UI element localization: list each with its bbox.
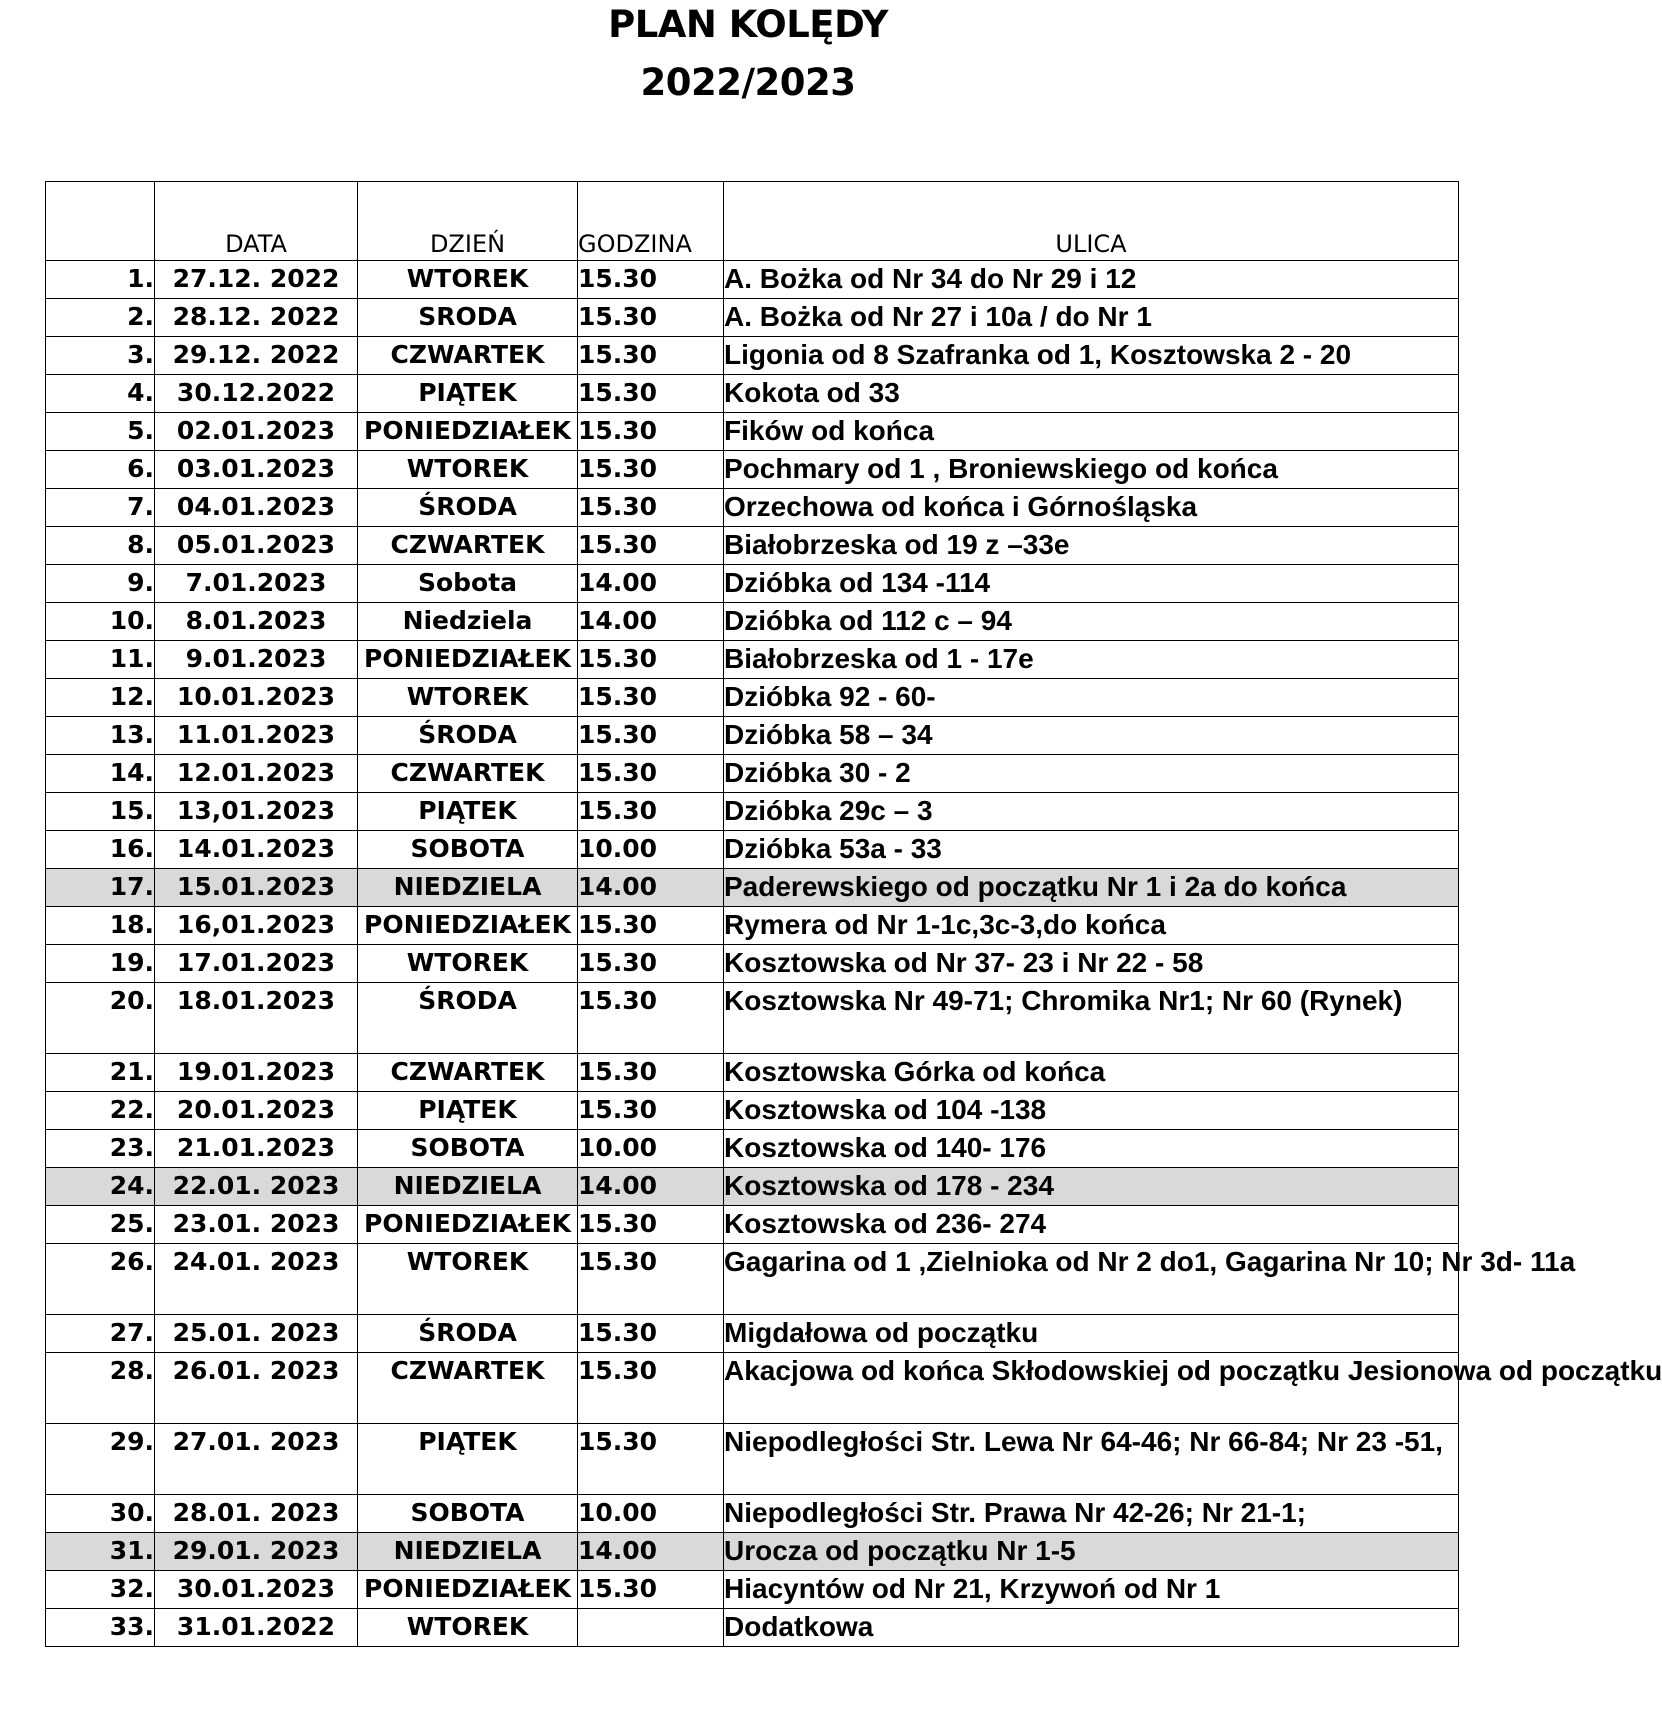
row-hour: 15.30 xyxy=(578,907,724,945)
row-number: 24. xyxy=(46,1168,155,1206)
row-date: 27.12. 2022 xyxy=(155,261,358,299)
row-hour: 15.30 xyxy=(578,299,724,337)
row-hour: 14.00 xyxy=(578,1168,724,1206)
row-street: Paderewskiego od początku Nr 1 i 2a do końca xyxy=(724,869,1459,907)
table-row xyxy=(46,869,1459,907)
row-date: 30.12.2022 xyxy=(155,375,358,413)
row-number: 13. xyxy=(46,717,155,755)
row-number: 9. xyxy=(46,565,155,603)
row-number: 7. xyxy=(46,489,155,527)
row-number: 10. xyxy=(46,603,155,641)
row-hour: 15.30 xyxy=(578,1353,724,1424)
row-hour: 15.30 xyxy=(578,261,724,299)
table-row xyxy=(46,565,1459,603)
page-title: PLAN KOLĘDY xyxy=(608,3,888,46)
row-hour: 10.00 xyxy=(578,1130,724,1168)
row-hour: 10.00 xyxy=(578,831,724,869)
row-hour: 14.00 xyxy=(578,565,724,603)
table-row xyxy=(46,451,1459,489)
table-row xyxy=(46,641,1459,679)
row-date: 05.01.2023 xyxy=(155,527,358,565)
row-date: 8.01.2023 xyxy=(155,603,358,641)
table-row xyxy=(46,755,1459,793)
table-row xyxy=(46,527,1459,565)
table-row xyxy=(46,793,1459,831)
row-date: 7.01.2023 xyxy=(155,565,358,603)
row-number: 33. xyxy=(46,1609,155,1647)
table-row xyxy=(46,1092,1459,1130)
row-day: PIĄTEK xyxy=(358,1424,578,1495)
row-day: PIĄTEK xyxy=(358,1092,578,1130)
row-date: 12.01.2023 xyxy=(155,755,358,793)
row-number: 19. xyxy=(46,945,155,983)
row-number: 3. xyxy=(46,337,155,375)
table-row xyxy=(46,261,1459,299)
row-number: 6. xyxy=(46,451,155,489)
row-date: 15.01.2023 xyxy=(155,869,358,907)
row-hour: 15.30 xyxy=(578,375,724,413)
row-date: 22.01. 2023 xyxy=(155,1168,358,1206)
row-number: 28. xyxy=(46,1353,155,1424)
table-row xyxy=(46,1495,1459,1533)
row-number: 30. xyxy=(46,1495,155,1533)
row-number: 20. xyxy=(46,983,155,1054)
row-date: 10.01.2023 xyxy=(155,679,358,717)
row-date: 29.12. 2022 xyxy=(155,337,358,375)
row-date: 27.01. 2023 xyxy=(155,1424,358,1495)
row-street: Dodatkowa xyxy=(724,1609,1459,1647)
row-hour: 15.30 xyxy=(578,337,724,375)
row-day: ŚRODA xyxy=(358,1315,578,1353)
row-day: WTOREK xyxy=(358,1609,578,1647)
header-hour: GODZINA xyxy=(578,182,724,261)
row-number: 12. xyxy=(46,679,155,717)
row-day: PIĄTEK xyxy=(358,793,578,831)
row-date: 28.12. 2022 xyxy=(155,299,358,337)
table-row xyxy=(46,603,1459,641)
row-date: 25.01. 2023 xyxy=(155,1315,358,1353)
row-date: 17.01.2023 xyxy=(155,945,358,983)
row-street: Dzióbka 53a - 33 xyxy=(724,831,1459,869)
row-date: 04.01.2023 xyxy=(155,489,358,527)
row-date: 21.01.2023 xyxy=(155,1130,358,1168)
table-row xyxy=(46,679,1459,717)
row-day: NIEDZIELA xyxy=(358,869,578,907)
row-day: SRODA xyxy=(358,299,578,337)
row-hour: 15.30 xyxy=(578,1424,724,1495)
row-date: 29.01. 2023 xyxy=(155,1533,358,1571)
row-day: CZWARTEK xyxy=(358,527,578,565)
row-street: Gagarina od 1 ,Zielnioka od Nr 2 do1, Gagarina Nr 10; Nr 3d- 11a xyxy=(724,1244,1459,1315)
header-row xyxy=(46,182,1459,261)
row-street: Dzióbka 29c – 3 xyxy=(724,793,1459,831)
header-num xyxy=(46,182,155,261)
row-street: Białobrzeska od 19 z –33e xyxy=(724,527,1459,565)
table-row xyxy=(46,1244,1459,1315)
row-number: 1. xyxy=(46,261,155,299)
page-subtitle: 2022/2023 xyxy=(640,61,856,104)
row-hour: 15.30 xyxy=(578,641,724,679)
table-row xyxy=(46,983,1459,1054)
header-date: DATA xyxy=(155,182,358,261)
row-street: Białobrzeska od 1 - 17e xyxy=(724,641,1459,679)
row-hour: 15.30 xyxy=(578,717,724,755)
row-hour: 15.30 xyxy=(578,983,724,1054)
row-number: 8. xyxy=(46,527,155,565)
row-date: 02.01.2023 xyxy=(155,413,358,451)
row-number: 5. xyxy=(46,413,155,451)
row-street: Kosztowska Nr 49-71; Chromika Nr1; Nr 60 (Rynek) xyxy=(724,983,1459,1054)
table-row xyxy=(46,1130,1459,1168)
row-street: Kosztowska od Nr 37- 23 i Nr 22 - 58 xyxy=(724,945,1459,983)
row-street: Kosztowska od 104 -138 xyxy=(724,1092,1459,1130)
table-row xyxy=(46,907,1459,945)
row-date: 9.01.2023 xyxy=(155,641,358,679)
row-street: Hiacyntów od Nr 21, Krzywoń od Nr 1 xyxy=(724,1571,1459,1609)
row-number: 18. xyxy=(46,907,155,945)
row-street: Kokota od 33 xyxy=(724,375,1459,413)
table-row xyxy=(46,1353,1459,1424)
row-number: 22. xyxy=(46,1092,155,1130)
row-street: Ligonia od 8 Szafranka od 1, Kosztowska 2 - 20 xyxy=(724,337,1459,375)
row-day: PONIEDZIAŁEK xyxy=(358,1206,578,1244)
row-street: Fików od końca xyxy=(724,413,1459,451)
row-hour: 15.30 xyxy=(578,1571,724,1609)
row-street: A. Bożka od Nr 27 i 10a / do Nr 1 xyxy=(724,299,1459,337)
row-day: PONIEDZIAŁEK xyxy=(358,641,578,679)
row-day: ŚRODA xyxy=(358,489,578,527)
row-date: 13,01.2023 xyxy=(155,793,358,831)
row-hour: 15.30 xyxy=(578,1315,724,1353)
row-hour: 15.30 xyxy=(578,1054,724,1092)
row-date: 24.01. 2023 xyxy=(155,1244,358,1315)
row-day: PIĄTEK xyxy=(358,375,578,413)
row-day: PONIEDZIAŁEK xyxy=(358,1571,578,1609)
row-date: 03.01.2023 xyxy=(155,451,358,489)
row-number: 11. xyxy=(46,641,155,679)
table-row xyxy=(46,1424,1459,1495)
row-date: 20.01.2023 xyxy=(155,1092,358,1130)
row-street: Niepodległości Str. Prawa Nr 42-26; Nr 21-1; xyxy=(724,1495,1459,1533)
row-hour: 15.30 xyxy=(578,1244,724,1315)
row-number: 26. xyxy=(46,1244,155,1315)
row-street: Kosztowska od 178 - 234 xyxy=(724,1168,1459,1206)
row-street: Dzióbka 30 - 2 xyxy=(724,755,1459,793)
row-street: Dzióbka 58 – 34 xyxy=(724,717,1459,755)
row-day: WTOREK xyxy=(358,679,578,717)
row-number: 2. xyxy=(46,299,155,337)
row-day: Niedziela xyxy=(358,603,578,641)
row-hour: 15.30 xyxy=(578,1092,724,1130)
row-date: 26.01. 2023 xyxy=(155,1353,358,1424)
row-number: 27. xyxy=(46,1315,155,1353)
row-number: 21. xyxy=(46,1054,155,1092)
table-row xyxy=(46,1315,1459,1353)
row-hour: 15.30 xyxy=(578,945,724,983)
row-day: NIEDZIELA xyxy=(358,1168,578,1206)
row-date: 28.01. 2023 xyxy=(155,1495,358,1533)
row-number: 23. xyxy=(46,1130,155,1168)
row-hour: 14.00 xyxy=(578,1533,724,1571)
row-day: SOBOTA xyxy=(358,1495,578,1533)
row-street: Dzióbka 92 - 60- xyxy=(724,679,1459,717)
row-street: A. Bożka od Nr 34 do Nr 29 i 12 xyxy=(724,261,1459,299)
table-row xyxy=(46,717,1459,755)
table-row xyxy=(46,831,1459,869)
header-street: ULICA xyxy=(724,182,1459,261)
row-street: Niepodległości Str. Lewa Nr 64-46; Nr 66-84; Nr 23 -51, xyxy=(724,1424,1459,1495)
table-row xyxy=(46,1206,1459,1244)
table-row xyxy=(46,413,1459,451)
row-hour: 15.30 xyxy=(578,793,724,831)
row-day: WTOREK xyxy=(358,945,578,983)
row-hour: 14.00 xyxy=(578,603,724,641)
row-street: Dzióbka od 112 c – 94 xyxy=(724,603,1459,641)
row-day: NIEDZIELA xyxy=(358,1533,578,1571)
table-row xyxy=(46,375,1459,413)
row-hour: 15.30 xyxy=(578,679,724,717)
row-hour: 15.30 xyxy=(578,413,724,451)
table-row xyxy=(46,299,1459,337)
row-number: 15. xyxy=(46,793,155,831)
row-number: 25. xyxy=(46,1206,155,1244)
row-street: Kosztowska Górka od końca xyxy=(724,1054,1459,1092)
row-hour: 15.30 xyxy=(578,451,724,489)
row-day: CZWARTEK xyxy=(358,1054,578,1092)
row-hour xyxy=(578,1609,724,1647)
row-number: 29. xyxy=(46,1424,155,1495)
header-day: DZIEŃ xyxy=(358,182,578,261)
row-day: ŚRODA xyxy=(358,983,578,1054)
row-date: 30.01.2023 xyxy=(155,1571,358,1609)
row-street: Migdałowa od początku xyxy=(724,1315,1459,1353)
row-day: CZWARTEK xyxy=(358,755,578,793)
table-row xyxy=(46,1054,1459,1092)
row-hour: 15.30 xyxy=(578,755,724,793)
row-hour: 10.00 xyxy=(578,1495,724,1533)
row-number: 14. xyxy=(46,755,155,793)
row-date: 23.01. 2023 xyxy=(155,1206,358,1244)
row-street: Rymera od Nr 1-1c,3c-3,do końca xyxy=(724,907,1459,945)
table-row xyxy=(46,1168,1459,1206)
schedule-table xyxy=(45,181,1662,1647)
row-street: Urocza od początku Nr 1-5 xyxy=(724,1533,1459,1571)
row-number: 31. xyxy=(46,1533,155,1571)
row-day: SOBOTA xyxy=(358,831,578,869)
row-number: 32. xyxy=(46,1571,155,1609)
row-hour: 15.30 xyxy=(578,527,724,565)
table-row xyxy=(46,945,1459,983)
row-day: CZWARTEK xyxy=(358,337,578,375)
row-day: Sobota xyxy=(358,565,578,603)
row-street: Dzióbka od 134 -114 xyxy=(724,565,1459,603)
row-number: 16. xyxy=(46,831,155,869)
row-hour: 15.30 xyxy=(578,1206,724,1244)
table-row xyxy=(46,1609,1459,1647)
table-row xyxy=(46,489,1459,527)
row-day: WTOREK xyxy=(358,1244,578,1315)
row-date: 16,01.2023 xyxy=(155,907,358,945)
row-street: Akacjowa od końca Skłodowskiej od początku Jesionowa od początku xyxy=(724,1353,1459,1424)
table-row xyxy=(46,337,1459,375)
row-street: Kosztowska od 236- 274 xyxy=(724,1206,1459,1244)
row-date: 14.01.2023 xyxy=(155,831,358,869)
row-day: WTOREK xyxy=(358,261,578,299)
row-day: WTOREK xyxy=(358,451,578,489)
row-date: 18.01.2023 xyxy=(155,983,358,1054)
row-day: CZWARTEK xyxy=(358,1353,578,1424)
table-row xyxy=(46,1571,1459,1609)
row-date: 31.01.2022 xyxy=(155,1609,358,1647)
row-hour: 14.00 xyxy=(578,869,724,907)
row-date: 11.01.2023 xyxy=(155,717,358,755)
row-street: Orzechowa od końca i Górnośląska xyxy=(724,489,1459,527)
row-street: Kosztowska od 140- 176 xyxy=(724,1130,1459,1168)
row-number: 17. xyxy=(46,869,155,907)
row-date: 19.01.2023 xyxy=(155,1054,358,1092)
row-day: SOBOTA xyxy=(358,1130,578,1168)
row-hour: 15.30 xyxy=(578,489,724,527)
row-number: 4. xyxy=(46,375,155,413)
row-day: PONIEDZIAŁEK xyxy=(358,413,578,451)
row-day: ŚRODA xyxy=(358,717,578,755)
row-day: PONIEDZIAŁEK xyxy=(358,907,578,945)
row-street: Pochmary od 1 , Broniewskiego od końca xyxy=(724,451,1459,489)
table-row xyxy=(46,1533,1459,1571)
